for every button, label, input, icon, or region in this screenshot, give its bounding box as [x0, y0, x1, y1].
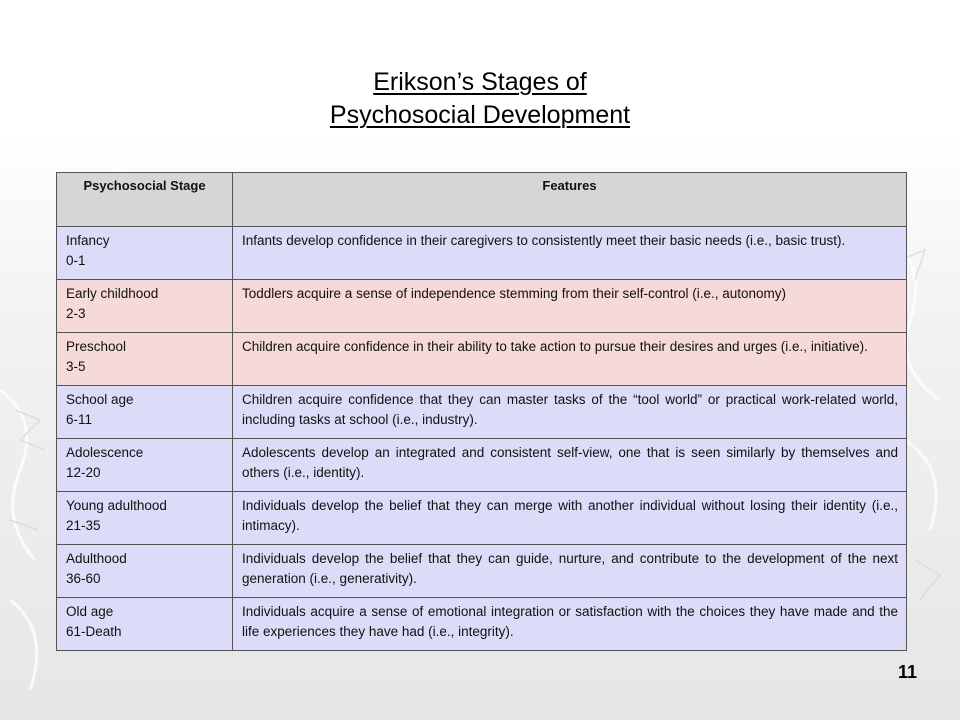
table-row	[57, 333, 907, 386]
stage-age: 21-35	[66, 518, 101, 533]
stage-name: Old age	[66, 604, 114, 619]
stage-cell	[57, 439, 233, 492]
page-number: 11	[897, 662, 917, 682]
stage-cell	[57, 492, 233, 545]
table-row	[57, 227, 907, 280]
stage-cell	[57, 333, 233, 386]
stage-age: 36-60	[66, 571, 101, 586]
table-row	[57, 280, 907, 333]
stage-name: Adolescence	[66, 445, 144, 460]
slide-title	[0, 66, 960, 132]
header-stage: Psychosocial Stage	[57, 173, 233, 227]
stage-age: 6-11	[66, 412, 93, 427]
stage-name: Infancy	[66, 233, 110, 248]
stage-name: Young adulthood	[66, 498, 167, 513]
features-cell: Infants develop confidence in their caregivers to consistently meet their basic needs (i.e., basic trust).	[233, 227, 907, 280]
features-cell: Individuals acquire a sense of emotional integration or satisfaction with the choices they have made and the life experiences they have had (i.e., integrity).	[233, 598, 907, 651]
table-row	[57, 492, 907, 545]
stage-age: 3-5	[66, 359, 86, 374]
stage-cell	[57, 280, 233, 333]
stage-cell	[57, 598, 233, 651]
stage-age: 61-Death	[66, 624, 122, 639]
header-features: Features	[233, 173, 907, 227]
stage-age: 2-3	[66, 306, 86, 321]
features-cell: Children acquire confidence in their ability to take action to pursue their desires and urges (i.e., initiative).	[233, 333, 907, 386]
table-row	[57, 598, 907, 651]
table-row	[57, 439, 907, 492]
stage-name: Preschool	[66, 339, 127, 354]
table-row	[57, 545, 907, 598]
stage-cell	[57, 227, 233, 280]
stage-cell	[57, 386, 233, 439]
stage-name: Early childhood	[66, 286, 159, 301]
features-cell: Individuals develop the belief that they can guide, nurture, and contribute to the development of the next generation (i.e., generativity).	[233, 545, 907, 598]
features-cell: Individuals develop the belief that they can merge with another individual without losing their identity (i.e., intimacy).	[233, 492, 907, 545]
stage-name: School age	[66, 392, 134, 407]
stage-name: Adulthood	[66, 551, 127, 566]
table-row	[57, 386, 907, 439]
stage-age: 12-20	[66, 465, 101, 480]
features-cell: Toddlers acquire a sense of independence stemming from their self-control (i.e., autonomy)	[233, 280, 907, 333]
title-line-2: Psychosocial Development	[329, 101, 631, 129]
stage-age: 0-1	[66, 253, 86, 268]
table-header-row	[57, 173, 907, 227]
stages-table	[56, 172, 907, 651]
title-line-1: Erikson’s Stages of	[373, 68, 587, 96]
features-cell: Adolescents develop an integrated and consistent self-view, one that is seen similarly by themselves and others (i.e., identity).	[233, 439, 907, 492]
features-cell: Children acquire confidence that they can master tasks of the “tool world” or practical work-related world, including tasks at school (i.e., industry).	[233, 386, 907, 439]
stage-cell	[57, 545, 233, 598]
